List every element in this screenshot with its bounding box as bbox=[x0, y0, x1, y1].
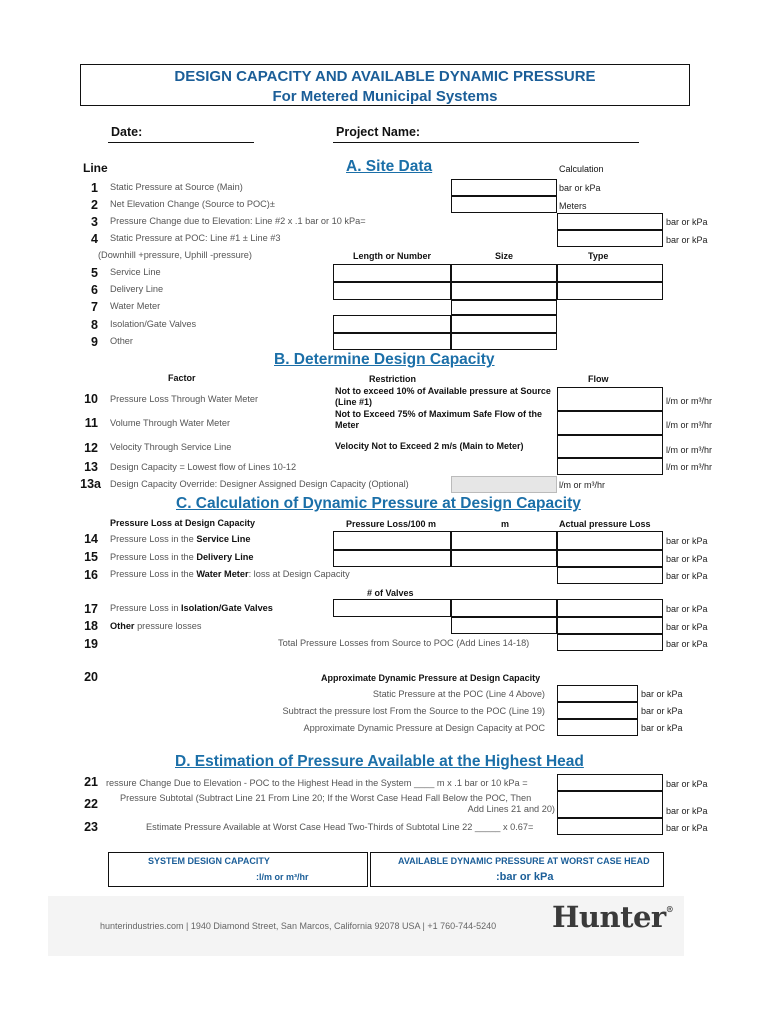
line-number: 12 bbox=[84, 441, 98, 455]
line-8-size-input[interactable] bbox=[451, 315, 557, 333]
col-number-of-valves: # of Valves bbox=[367, 588, 414, 598]
line-6-size-input[interactable] bbox=[451, 282, 557, 300]
line-number: 2 bbox=[91, 198, 98, 212]
col-m: m bbox=[501, 519, 510, 529]
line-9-length-input[interactable] bbox=[333, 333, 451, 350]
line-number: 9 bbox=[91, 335, 98, 349]
available-dynamic-pressure-unit: :bar or kPa bbox=[496, 871, 554, 883]
line-label: Static Pressure at Source (Main) bbox=[110, 182, 243, 192]
line-15-actual-input[interactable] bbox=[557, 550, 663, 567]
section-a-title: A. Site Data bbox=[346, 158, 433, 175]
line-number: 7 bbox=[91, 300, 98, 314]
line-14-per100-input[interactable] bbox=[333, 531, 451, 550]
title-box bbox=[80, 64, 690, 106]
line-23-input[interactable] bbox=[557, 818, 663, 835]
unit-label: l/m or m³/hr bbox=[559, 480, 605, 490]
line-number: 22 bbox=[84, 797, 98, 811]
unit-label: l/m or m³/hr bbox=[666, 462, 712, 472]
title-line-1: DESIGN CAPACITY AND AVAILABLE DYNAMIC PRESSURE bbox=[174, 68, 596, 85]
unit-label: bar or kPa bbox=[666, 217, 708, 227]
line-14-m-input[interactable] bbox=[451, 531, 557, 550]
line-number: 15 bbox=[84, 550, 98, 564]
section-b-title: B. Determine Design Capacity bbox=[274, 351, 495, 368]
line-label: Net Elevation Change (Source to POC)± bbox=[110, 199, 275, 209]
line-number: 13 bbox=[84, 460, 98, 474]
unit-label: bar or kPa bbox=[666, 622, 708, 632]
line-10-flow-input[interactable] bbox=[557, 387, 663, 411]
line-number: 3 bbox=[91, 215, 98, 229]
line-6-type-input[interactable] bbox=[557, 282, 663, 300]
line-number: 18 bbox=[84, 619, 98, 633]
date-field[interactable] bbox=[108, 142, 254, 143]
unit-label: bar or kPa bbox=[666, 536, 708, 546]
line-13-flow-input[interactable] bbox=[557, 458, 663, 475]
unit-label: bar or kPa bbox=[666, 571, 708, 581]
col-restriction: Restriction bbox=[369, 374, 417, 384]
unit-label: bar or kPa bbox=[641, 723, 683, 733]
line-number: 10 bbox=[84, 392, 98, 406]
available-dynamic-pressure-title: AVAILABLE DYNAMIC PRESSURE AT WORST CASE HEAD bbox=[398, 856, 650, 866]
line-number: 17 bbox=[84, 602, 98, 616]
line-14-actual-input[interactable] bbox=[557, 531, 663, 550]
unit-label: bar or kPa bbox=[666, 823, 708, 833]
unit-label: bar or kPa bbox=[666, 639, 708, 649]
line-16-actual-input[interactable] bbox=[557, 567, 663, 584]
line-label: Isolation/Gate Valves bbox=[110, 319, 197, 329]
line-label: Design Capacity = Lowest flow of Lines 10-12 bbox=[110, 462, 297, 472]
line-number: 8 bbox=[91, 318, 98, 332]
line-label: Pressure Subtotal (Subtract Line 21 From Line 20; If the Worst Case Head Fall Below the POC, Then bbox=[120, 793, 532, 803]
unit-label: bar or kPa bbox=[641, 689, 683, 699]
line-label: Subtract the pressure lost From the Source to the POC (Line 19) bbox=[282, 706, 545, 716]
line-label: Static Pressure at POC: Line #1 ± Line #3 bbox=[110, 233, 281, 243]
line-19-input[interactable] bbox=[557, 634, 663, 651]
line-2-input[interactable] bbox=[451, 196, 557, 213]
unit-label: bar or kPa bbox=[559, 183, 601, 193]
line-20-static-input[interactable] bbox=[557, 685, 638, 702]
unit-label: bar or kPa bbox=[666, 554, 708, 564]
line-label: ressure Change Due to Elevation - POC to the Highest Head in the System ____ m x .1 bar or 10 kPa = bbox=[106, 778, 528, 788]
line-4-input[interactable] bbox=[557, 230, 663, 247]
line-number: 23 bbox=[84, 820, 98, 834]
line-number: 16 bbox=[84, 568, 98, 582]
line-label: Pressure Loss in the Delivery Line bbox=[110, 552, 254, 562]
line-label: Approximate Dynamic Pressure at Design Capacity at POC bbox=[303, 723, 545, 733]
date-label: Date: bbox=[111, 125, 143, 139]
line-number: 20 bbox=[84, 670, 98, 684]
line-9-size-input[interactable] bbox=[451, 333, 557, 350]
unit-label: bar or kPa bbox=[641, 706, 683, 716]
line-7-size-input[interactable] bbox=[451, 300, 557, 315]
col-pressure-loss-at-capacity: Pressure Loss at Design Capacity bbox=[110, 518, 256, 528]
line-5-size-input[interactable] bbox=[451, 264, 557, 282]
line-label: Water Meter bbox=[110, 301, 161, 311]
line-17-valves-input[interactable] bbox=[333, 599, 451, 617]
project-name-label: Project Name: bbox=[336, 125, 421, 139]
line-20-heading: Approximate Dynamic Pressure at Design Capacity bbox=[321, 673, 541, 683]
line-label: Pressure Loss in the Water Meter: loss at Design Capacity bbox=[110, 569, 350, 579]
line-6-length-input[interactable] bbox=[333, 282, 451, 300]
system-design-capacity-unit: :l/m or m³/hr bbox=[256, 872, 309, 882]
col-pressure-loss-per-100m: Pressure Loss/100 m bbox=[346, 519, 437, 529]
line-15-per100-input[interactable] bbox=[333, 550, 451, 567]
line-20-result-input[interactable] bbox=[557, 719, 638, 736]
line-18-actual-input[interactable] bbox=[557, 617, 663, 634]
line-number: 19 bbox=[84, 637, 98, 651]
unit-label: bar or kPa bbox=[666, 779, 708, 789]
line-label: Other bbox=[110, 336, 133, 346]
line-label: Pressure Loss in the Service Line bbox=[110, 534, 251, 544]
line-label: Design Capacity Override: Designer Assigned Design Capacity (Optional) bbox=[110, 479, 409, 489]
hunter-logo: Hunter® bbox=[552, 900, 674, 934]
unit-label: bar or kPa bbox=[666, 806, 708, 816]
line-number: 5 bbox=[91, 266, 98, 280]
line-label: Delivery Line bbox=[110, 284, 164, 294]
line-21-input[interactable] bbox=[557, 774, 663, 791]
line-label: Total Pressure Losses from Source to POC (Add Lines 14-18) bbox=[278, 638, 530, 648]
line-column-label: Line bbox=[83, 161, 108, 175]
col-actual-pressure-loss: Actual pressure Loss bbox=[559, 519, 651, 529]
col-flow: Flow bbox=[588, 374, 609, 384]
line-number: 11 bbox=[84, 416, 98, 430]
unit-label: l/m or m³/hr bbox=[666, 420, 712, 430]
line-11-flow-input[interactable] bbox=[557, 411, 663, 435]
restriction-text: Not to Exceed 75% of Maximum Safe Flow of the Meter bbox=[335, 409, 543, 430]
line-13a-input[interactable] bbox=[451, 476, 557, 493]
line-1-input[interactable] bbox=[451, 179, 557, 196]
restriction-text: Velocity Not to Exceed 2 m/s (Main to Meter) bbox=[335, 441, 524, 451]
project-name-field[interactable] bbox=[333, 142, 639, 143]
col-factor: Factor bbox=[168, 373, 196, 383]
line-label: Service Line bbox=[110, 267, 161, 277]
line-label: Volume Through Water Meter bbox=[110, 418, 231, 428]
section-d-title: D. Estimation of Pressure Available at the Highest Head bbox=[175, 753, 584, 770]
line-label: Static Pressure at the POC (Line 4 Above) bbox=[372, 689, 545, 699]
line-label: Estimate Pressure Available at Worst Case Head Two-Thirds of Subtotal Line 22 _____ x 0.67= bbox=[146, 822, 534, 832]
line-17-loss-input[interactable] bbox=[451, 599, 557, 617]
line-number: 21 bbox=[84, 775, 98, 789]
line-12-flow-input[interactable] bbox=[557, 435, 663, 458]
line-15-m-input[interactable] bbox=[451, 550, 557, 567]
restriction-text: Not to exceed 10% of Available pressure at Source (Line #1) bbox=[335, 386, 551, 407]
col-size: Size bbox=[495, 251, 514, 261]
col-type: Type bbox=[588, 251, 609, 261]
line-number: 4 bbox=[91, 232, 98, 246]
unit-label: bar or kPa bbox=[666, 235, 708, 245]
line-label: Other pressure losses bbox=[110, 621, 202, 631]
line-20-subtract-input[interactable] bbox=[557, 702, 638, 719]
line-number: 13a bbox=[80, 477, 101, 491]
unit-label: Meters bbox=[559, 201, 587, 211]
line-3-input[interactable] bbox=[557, 213, 663, 230]
line-8-length-input[interactable] bbox=[333, 315, 451, 333]
line-5-type-input[interactable] bbox=[557, 264, 663, 282]
line-label-cont: Add Lines 21 and 20) bbox=[467, 804, 555, 814]
system-design-capacity-title: SYSTEM DESIGN CAPACITY bbox=[148, 856, 270, 866]
line-number: 14 bbox=[84, 532, 98, 546]
line-label: Pressure Loss Through Water Meter bbox=[110, 394, 259, 404]
line-label: Velocity Through Service Line bbox=[110, 442, 232, 452]
downhill-note: (Downhill +pressure, Uphill -pressure) bbox=[98, 250, 252, 260]
calculation-label: Calculation bbox=[559, 164, 604, 174]
col-length-or-number: Length or Number bbox=[353, 251, 431, 261]
line-number: 6 bbox=[91, 283, 98, 297]
line-label: Pressure Loss in Isolation/Gate Valves bbox=[110, 603, 273, 613]
line-18-loss-input[interactable] bbox=[451, 617, 557, 634]
line-5-length-input[interactable] bbox=[333, 264, 451, 282]
line-17-actual-input[interactable] bbox=[557, 599, 663, 617]
title-line-2: For Metered Municipal Systems bbox=[272, 88, 498, 105]
unit-label: bar or kPa bbox=[666, 604, 708, 614]
line-22-input[interactable] bbox=[557, 791, 663, 818]
section-c-title: C. Calculation of Dynamic Pressure at Design Capacity bbox=[176, 495, 581, 512]
unit-label: l/m or m³/hr bbox=[666, 445, 712, 455]
footer-address: hunterindustries.com | 1940 Diamond Street, San Marcos, California 92078 USA | +1 760-744-5240 bbox=[100, 921, 497, 931]
line-number: 1 bbox=[91, 181, 98, 195]
unit-label: l/m or m³/hr bbox=[666, 396, 712, 406]
line-label: Pressure Change due to Elevation: Line #2 x .1 bar or 10 kPa= bbox=[110, 216, 366, 226]
